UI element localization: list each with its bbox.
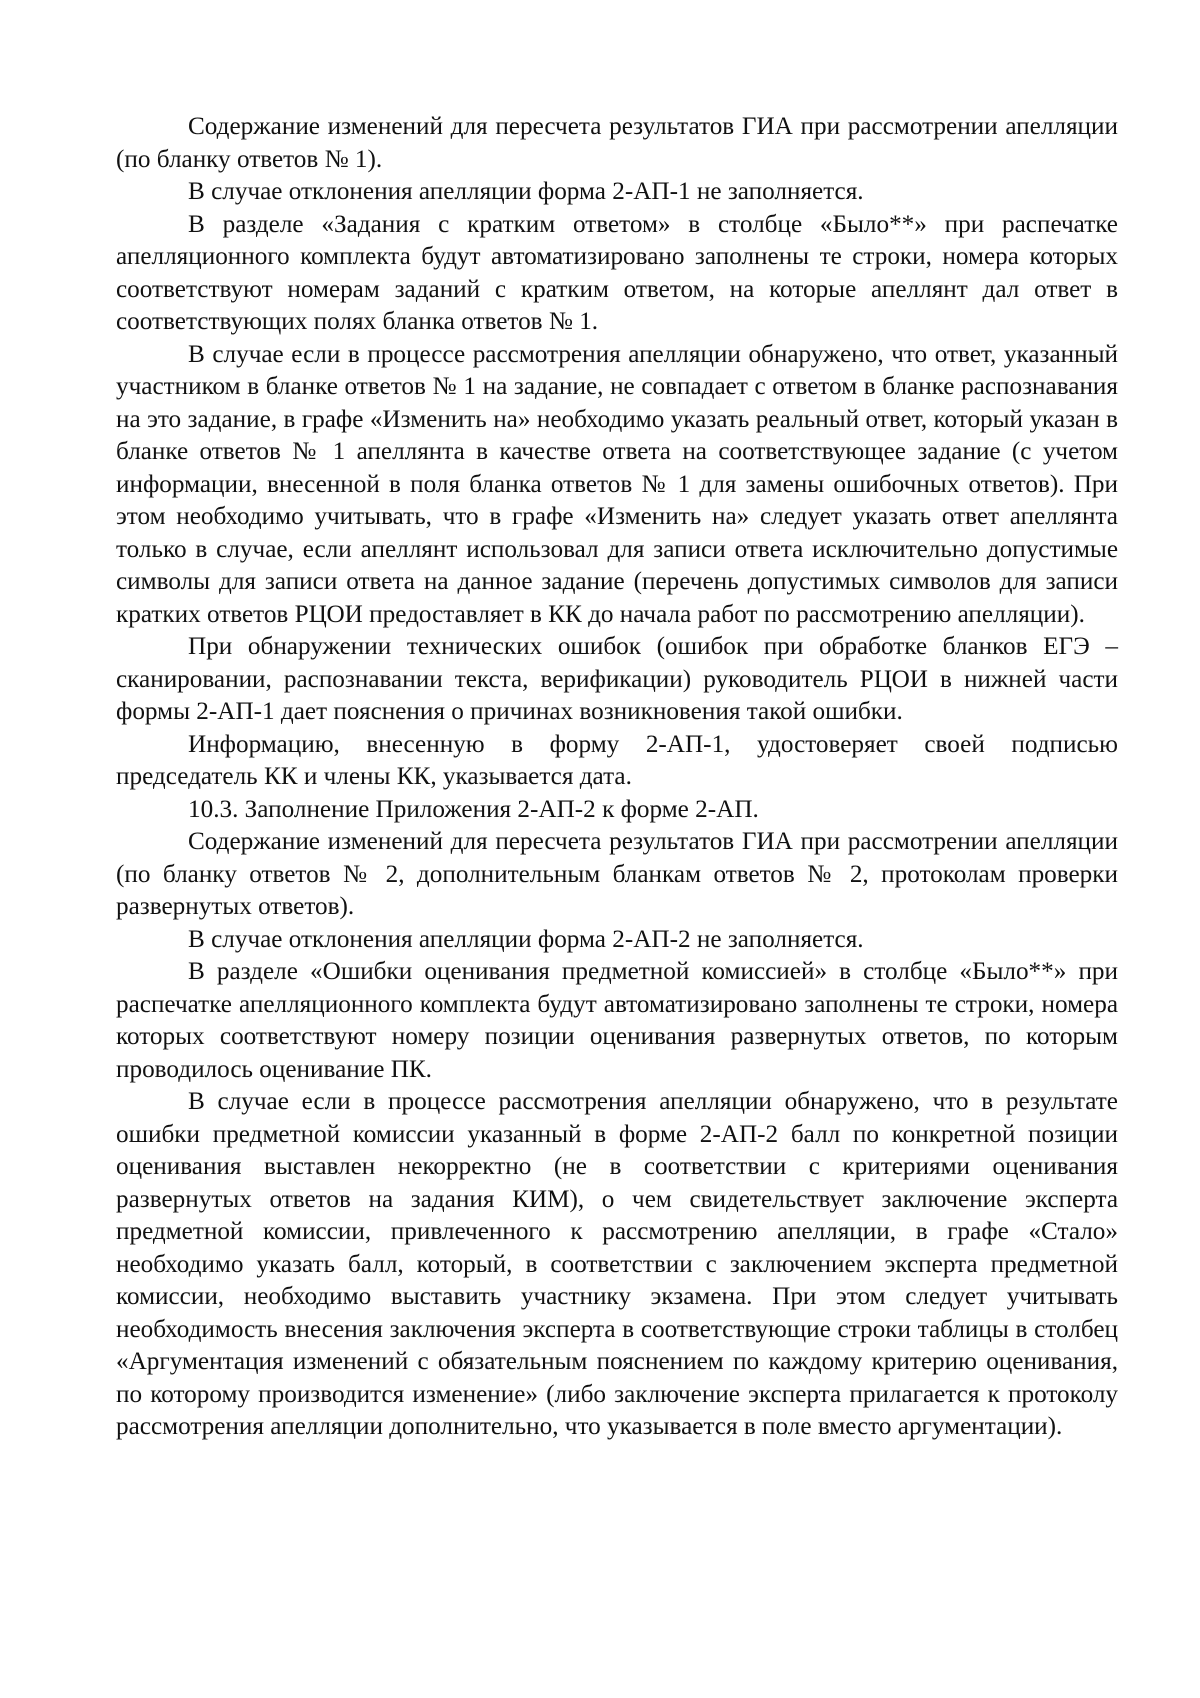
paragraph-6: Информацию, внесенную в форму 2-АП-1, удостоверяет своей подписью председатель КК и члены КК, указывается дата. (116, 730, 1118, 790)
section-heading-10-3: 10.3. Заполнение Приложения 2-АП-2 к форме 2-АП. (188, 795, 759, 823)
paragraph-1: Содержание изменений для пересчета результатов ГИА при рассмотрении апелляции (по бланку ответов № 1). (116, 113, 1118, 173)
paragraph-11: В случае если в процессе рассмотрения апелляции обнаружено, что в результате ошибки предметной комиссии указанный в форме 2-АП-2 балл по конкретной позиции оценивания выставлен некорректно (не в соответствии с критериями оценивания развернутых ответов на задания КИМ), о чем свидетельствует заключение эксперта предметной комиссии, привлеченного к рассмотрению апелляции, в графе «Стало» необходимо указать балл, который, в соответствии с заключением эксперта предметной комиссии, необходимо выставить участнику экзамена. При этом следует учитывать необходимость внесения заключения эксперта в соответствующие строки таблицы в столбец «Аргументация изменений с обязательным пояснением по каждому критерию оценивания, по которому производится изменение» (либо заключение эксперта прилагается к протоколу рассмотрения апелляции дополнительно, что указывается в поле вместо аргументации). (116, 1088, 1118, 1440)
paragraph-5: При обнаружении технических ошибок (ошибок при обработке бланков ЕГЭ – сканировании, распознавании текста, верификации) руководитель РЦОИ в нижней части формы 2-АП-1 дает пояснения о причинах возникновения такой ошибки. (116, 633, 1118, 725)
paragraph-2: В случае отклонения апелляции форма 2-АП-1 не заполняется. (188, 178, 864, 205)
paragraph-9: В случае отклонения апелляции форма 2-АП-2 не заполняется. (188, 925, 864, 953)
document-body (116, 111, 1118, 1444)
paragraph-10: В разделе «Ошибки оценивания предметной комиссией» в столбце «Было**» при распечатке апелляционного комплекта будут автоматизировано заполнены те строки, номера которых соответствуют номеру позиции оценивания развернутых ответов, по которым проводилось оценивание ПК. (116, 958, 1118, 1083)
paragraph-8: Содержание изменений для пересчета результатов ГИА при рассмотрении апелляции (по бланку ответов № 2, дополнительным бланкам ответов № 2, протоколам проверки развернутых ответов). (116, 828, 1118, 920)
paragraph-4: В случае если в процессе рассмотрения апелляции обнаружено, что ответ, указанный участником в бланке ответов № 1 на задание, не совпадает с ответом в бланке распознавания на это задание, в графе «Изменить на» необходимо указать реальный ответ, который указан в бланке ответов № 1 апеллянта в качестве ответа на соответствующее задание (с учетом информации, внесенной в поля бланка ответов № 1 для замены ошибочных ответов). При этом необходимо учитывать, что в графе «Изменить на» следует указать ответ апеллянта только в случае, если апеллянт использовал для записи ответа исключительно допустимые символы для записи ответа на данное задание (перечень допустимых символов для записи кратких ответов РЦОИ предоставляет в КК до начала работ по рассмотрению апелляции). (116, 340, 1118, 628)
paragraph-3: В разделе «Задания с кратким ответом» в столбце «Было**» при распечатке апелляционного комплекта будут автоматизировано заполнены те строки, номера которых соответствуют номерам заданий с кратким ответом, на которые апеллянт дал ответ в соответствующих полях бланка ответов № 1. (116, 210, 1118, 335)
